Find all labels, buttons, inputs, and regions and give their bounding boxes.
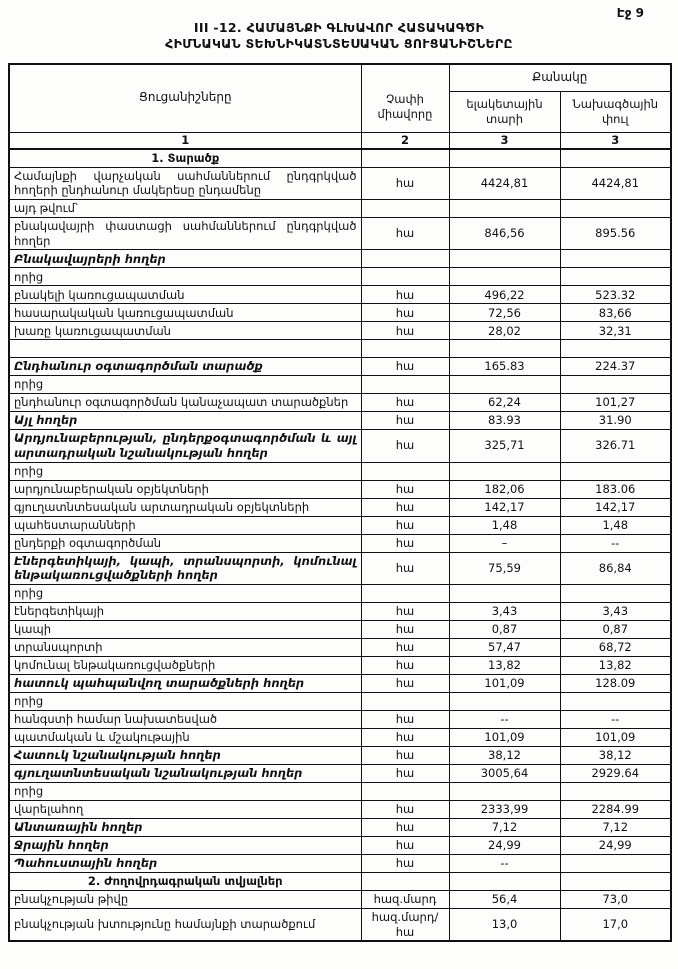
- baseline-value-cell: [449, 149, 560, 168]
- baseline-value-cell: 83.93: [449, 412, 560, 430]
- unit-cell: հա: [361, 516, 449, 534]
- indicator-cell: բնակավայրի փաստացի սահմաններում ընդգրկված հողեր: [9, 217, 361, 249]
- baseline-value-cell: [449, 268, 560, 286]
- indicator-cell: որից: [9, 376, 361, 394]
- design-value-cell: 13,82: [560, 656, 671, 674]
- indicator-cell: պատմական և մշակութային: [9, 728, 361, 746]
- unit-cell: հա: [361, 764, 449, 782]
- design-value-cell: [560, 340, 671, 358]
- design-value-cell: [560, 199, 671, 217]
- table-body: [9, 149, 671, 942]
- table-row: [9, 800, 671, 818]
- indicators-table: [8, 63, 672, 943]
- unit-cell: հազ.մարդ/հա: [361, 908, 449, 941]
- unit-cell: հա: [361, 638, 449, 656]
- indicator-cell: Էներգետիկայի, կապի, տրանսպորտի, կոմունալ ենթակառուցվածքների հողեր: [9, 552, 361, 584]
- column-number-cell: 2: [361, 132, 449, 149]
- baseline-value-cell: [449, 692, 560, 710]
- unit-cell: [361, 199, 449, 217]
- baseline-value-cell: 325,71: [449, 430, 560, 462]
- design-value-cell: 101,27: [560, 394, 671, 412]
- indicator-cell: պահեստարանների: [9, 516, 361, 534]
- baseline-value-cell: 142,17: [449, 498, 560, 516]
- unit-cell: [361, 462, 449, 480]
- page-title: [8, 20, 670, 53]
- design-value-cell: 32,31: [560, 322, 671, 340]
- design-value-cell: 0,87: [560, 620, 671, 638]
- baseline-value-cell: 846,56: [449, 217, 560, 249]
- baseline-value-cell: --: [449, 854, 560, 872]
- baseline-value-cell: 3,43: [449, 602, 560, 620]
- table-row: [9, 872, 671, 890]
- table-row: [9, 836, 671, 854]
- design-value-cell: 24,99: [560, 836, 671, 854]
- indicator-cell: որից: [9, 692, 361, 710]
- baseline-value-cell: 4424,81: [449, 167, 560, 199]
- header-quantity: Քանակը: [449, 64, 671, 92]
- design-value-cell: 326.71: [560, 430, 671, 462]
- unit-cell: հա: [361, 322, 449, 340]
- design-value-cell: [560, 376, 671, 394]
- baseline-value-cell: 101,09: [449, 674, 560, 692]
- indicator-cell: որից: [9, 268, 361, 286]
- indicator-cell: որից: [9, 782, 361, 800]
- design-value-cell: 128.09: [560, 674, 671, 692]
- table-row: [9, 764, 671, 782]
- table-row: [9, 602, 671, 620]
- design-value-cell: 17,0: [560, 908, 671, 941]
- indicator-cell: 1. Տարածք: [9, 149, 361, 168]
- baseline-value-cell: [449, 376, 560, 394]
- table-row: [9, 638, 671, 656]
- design-value-cell: 2929.64: [560, 764, 671, 782]
- design-value-cell: 7,12: [560, 818, 671, 836]
- indicator-cell: արդյունաբերական օբյեկտների: [9, 480, 361, 498]
- design-value-cell: 83,66: [560, 304, 671, 322]
- design-value-cell: [560, 268, 671, 286]
- unit-cell: հա: [361, 412, 449, 430]
- design-value-cell: 86,84: [560, 552, 671, 584]
- unit-cell: հա: [361, 656, 449, 674]
- unit-cell: հազ.մարդ: [361, 890, 449, 908]
- indicator-cell: վարելահող: [9, 800, 361, 818]
- indicator-cell: Պահուստային հողեր: [9, 854, 361, 872]
- unit-cell: [361, 692, 449, 710]
- table-row: [9, 620, 671, 638]
- table-row: [9, 584, 671, 602]
- column-number-cell: 3: [449, 132, 560, 149]
- unit-cell: հա: [361, 800, 449, 818]
- baseline-value-cell: 182,06: [449, 480, 560, 498]
- design-value-cell: 4424,81: [560, 167, 671, 199]
- design-value-cell: 523.32: [560, 286, 671, 304]
- unit-cell: [361, 782, 449, 800]
- indicator-cell: որից: [9, 462, 361, 480]
- design-value-cell: [560, 149, 671, 168]
- design-value-cell: 1,48: [560, 516, 671, 534]
- unit-cell: հա: [361, 818, 449, 836]
- indicator-cell: Բնակավայրերի հողեր: [9, 250, 361, 268]
- table-row: [9, 304, 671, 322]
- table-row: [9, 322, 671, 340]
- design-value-cell: 183.06: [560, 480, 671, 498]
- indicator-cell: Համայնքի վարչական սահմաններում ընդգրկված հողերի ընդհանուր մակերեսը ընդամենը: [9, 167, 361, 199]
- design-value-cell: 68,72: [560, 638, 671, 656]
- table-row: [9, 552, 671, 584]
- design-value-cell: [560, 584, 671, 602]
- design-value-cell: [560, 250, 671, 268]
- unit-cell: [361, 376, 449, 394]
- baseline-value-cell: 24,99: [449, 836, 560, 854]
- page-number: Էջ 9: [616, 6, 644, 20]
- indicator-cell: Ջրային հողեր: [9, 836, 361, 854]
- header-unit: Չափի միավորը: [361, 64, 449, 133]
- table-row: [9, 340, 671, 358]
- column-number-cell: 3: [560, 132, 671, 149]
- unit-cell: հա: [361, 710, 449, 728]
- unit-cell: հա: [361, 552, 449, 584]
- indicator-cell: որից: [9, 584, 361, 602]
- unit-cell: հա: [361, 480, 449, 498]
- unit-cell: [361, 584, 449, 602]
- unit-cell: հա: [361, 394, 449, 412]
- unit-cell: [361, 268, 449, 286]
- unit-cell: հա: [361, 534, 449, 552]
- indicator-cell: կապի: [9, 620, 361, 638]
- baseline-value-cell: --: [449, 710, 560, 728]
- baseline-value-cell: –: [449, 534, 560, 552]
- design-value-cell: 38,12: [560, 746, 671, 764]
- baseline-value-cell: [449, 782, 560, 800]
- design-value-cell: 142,17: [560, 498, 671, 516]
- indicator-cell: բնակչության խտությունը համայնքի տարածքում: [9, 908, 361, 941]
- indicator-cell: 2. Ժողովրդագրական տվյալներ: [9, 872, 361, 890]
- table-row: [9, 268, 671, 286]
- table-row: [9, 656, 671, 674]
- unit-cell: [361, 250, 449, 268]
- header-indicators: Ցուցանիշները: [9, 64, 361, 133]
- indicator-cell: հասարակական կառուցապատման: [9, 304, 361, 322]
- design-value-cell: 101,09: [560, 728, 671, 746]
- table-row: [9, 908, 671, 941]
- unit-cell: հա: [361, 217, 449, 249]
- design-value-cell: 31.90: [560, 412, 671, 430]
- design-value-cell: [560, 692, 671, 710]
- table-row: [9, 412, 671, 430]
- unit-cell: հա: [361, 836, 449, 854]
- baseline-value-cell: 3005,64: [449, 764, 560, 782]
- table-row: [9, 286, 671, 304]
- indicator-cell: կոմունալ ենթակառուցվածքների: [9, 656, 361, 674]
- header-design-phase: Նախագծային փուլ: [560, 91, 671, 132]
- baseline-value-cell: 1,48: [449, 516, 560, 534]
- design-value-cell: 3,43: [560, 602, 671, 620]
- baseline-value-cell: 13,0: [449, 908, 560, 941]
- unit-cell: հա: [361, 746, 449, 764]
- table-header: [9, 64, 671, 149]
- table-row: [9, 692, 671, 710]
- unit-cell: հա: [361, 602, 449, 620]
- indicator-cell: Ընդհանուր օգտագործման տարածք: [9, 358, 361, 376]
- table-row: [9, 167, 671, 199]
- table-row: [9, 358, 671, 376]
- baseline-value-cell: 56,4: [449, 890, 560, 908]
- unit-cell: հա: [361, 358, 449, 376]
- baseline-value-cell: 28,02: [449, 322, 560, 340]
- table-row: [9, 462, 671, 480]
- table-row: [9, 149, 671, 168]
- design-value-cell: [560, 854, 671, 872]
- baseline-value-cell: [449, 250, 560, 268]
- unit-cell: հա: [361, 728, 449, 746]
- baseline-value-cell: 101,09: [449, 728, 560, 746]
- indicator-cell: խառը կառուցապատման: [9, 322, 361, 340]
- design-value-cell: [560, 872, 671, 890]
- indicator-cell: Հատուկ նշանակության հողեր: [9, 746, 361, 764]
- design-value-cell: --: [560, 534, 671, 552]
- baseline-value-cell: 57,47: [449, 638, 560, 656]
- header-baseline-year: ելակետային տարի: [449, 91, 560, 132]
- table-row: [9, 782, 671, 800]
- baseline-value-cell: 0,87: [449, 620, 560, 638]
- unit-cell: հա: [361, 167, 449, 199]
- indicator-cell: բնակելի կառուցապատման: [9, 286, 361, 304]
- table-row: [9, 199, 671, 217]
- indicator-cell: հատուկ պահպանվող տարածքների հողեր: [9, 674, 361, 692]
- indicator-cell: բնակչության թիվը: [9, 890, 361, 908]
- baseline-value-cell: 496,22: [449, 286, 560, 304]
- table-row: [9, 728, 671, 746]
- table-row: [9, 376, 671, 394]
- unit-cell: հա: [361, 674, 449, 692]
- table-row: [9, 480, 671, 498]
- indicator-cell: այդ թվում՝: [9, 199, 361, 217]
- table-row: [9, 854, 671, 872]
- baseline-value-cell: [449, 462, 560, 480]
- table-row: [9, 890, 671, 908]
- baseline-value-cell: [449, 872, 560, 890]
- baseline-value-cell: 7,12: [449, 818, 560, 836]
- column-number-cell: 1: [9, 132, 361, 149]
- table-row: [9, 534, 671, 552]
- table-row: [9, 818, 671, 836]
- unit-cell: [361, 872, 449, 890]
- unit-cell: [361, 149, 449, 168]
- indicator-cell: հանգստի համար նախատեսված: [9, 710, 361, 728]
- indicator-cell: էներգետիկայի: [9, 602, 361, 620]
- indicator-cell: գյուղատնտեսական արտադրական օբյեկտների: [9, 498, 361, 516]
- unit-cell: [361, 340, 449, 358]
- table-row: [9, 394, 671, 412]
- indicator-cell: ընդհանուր օգտագործման կանաչապատ տարածքներ: [9, 394, 361, 412]
- baseline-value-cell: 62,24: [449, 394, 560, 412]
- baseline-value-cell: [449, 584, 560, 602]
- table-row: [9, 674, 671, 692]
- baseline-value-cell: 75,59: [449, 552, 560, 584]
- design-value-cell: --: [560, 710, 671, 728]
- design-value-cell: 224.37: [560, 358, 671, 376]
- column-numbers-row: [9, 132, 671, 149]
- unit-cell: հա: [361, 854, 449, 872]
- baseline-value-cell: [449, 340, 560, 358]
- table-row: [9, 250, 671, 268]
- unit-cell: հա: [361, 304, 449, 322]
- baseline-value-cell: 13,82: [449, 656, 560, 674]
- unit-cell: հա: [361, 430, 449, 462]
- table-row: [9, 710, 671, 728]
- indicator-cell: տրանսպորտի: [9, 638, 361, 656]
- baseline-value-cell: 165.83: [449, 358, 560, 376]
- indicator-cell: Անտառային հողեր: [9, 818, 361, 836]
- baseline-value-cell: 38,12: [449, 746, 560, 764]
- title-line-1: III -12. ՀԱՄԱՅՆՔԻ ԳԼԽԱՎՈՐ ՀԱՏԱԿԱԳԾԻ: [193, 20, 485, 35]
- unit-cell: հա: [361, 620, 449, 638]
- table-row: [9, 498, 671, 516]
- table-row: [9, 746, 671, 764]
- design-value-cell: [560, 462, 671, 480]
- design-value-cell: [560, 782, 671, 800]
- design-value-cell: 895.56: [560, 217, 671, 249]
- table-row: [9, 516, 671, 534]
- design-value-cell: 2284.99: [560, 800, 671, 818]
- baseline-value-cell: 72,56: [449, 304, 560, 322]
- table-row: [9, 217, 671, 249]
- unit-cell: հա: [361, 286, 449, 304]
- indicator-cell: Այլ հողեր: [9, 412, 361, 430]
- indicator-cell: գյուղատնտեսական նշանակության հողեր: [9, 764, 361, 782]
- title-line-2: ՀԻՄՆԱԿԱՆ ՏԵԽՆԻԿԱՏՆՏԵՍԱԿԱՆ ՑՈՒՑԱՆԻՇՆԵՐԸ: [165, 36, 513, 52]
- unit-cell: հա: [361, 498, 449, 516]
- indicator-cell: [9, 340, 361, 358]
- baseline-value-cell: [449, 199, 560, 217]
- design-value-cell: 73,0: [560, 890, 671, 908]
- table-row: [9, 430, 671, 462]
- baseline-value-cell: 2333,99: [449, 800, 560, 818]
- indicator-cell: Արդյունաբերության, ընդերքօգտագործման և այլ արտադրական նշանակության հողեր: [9, 430, 361, 462]
- indicator-cell: ընդերքի օգտագործման: [9, 534, 361, 552]
